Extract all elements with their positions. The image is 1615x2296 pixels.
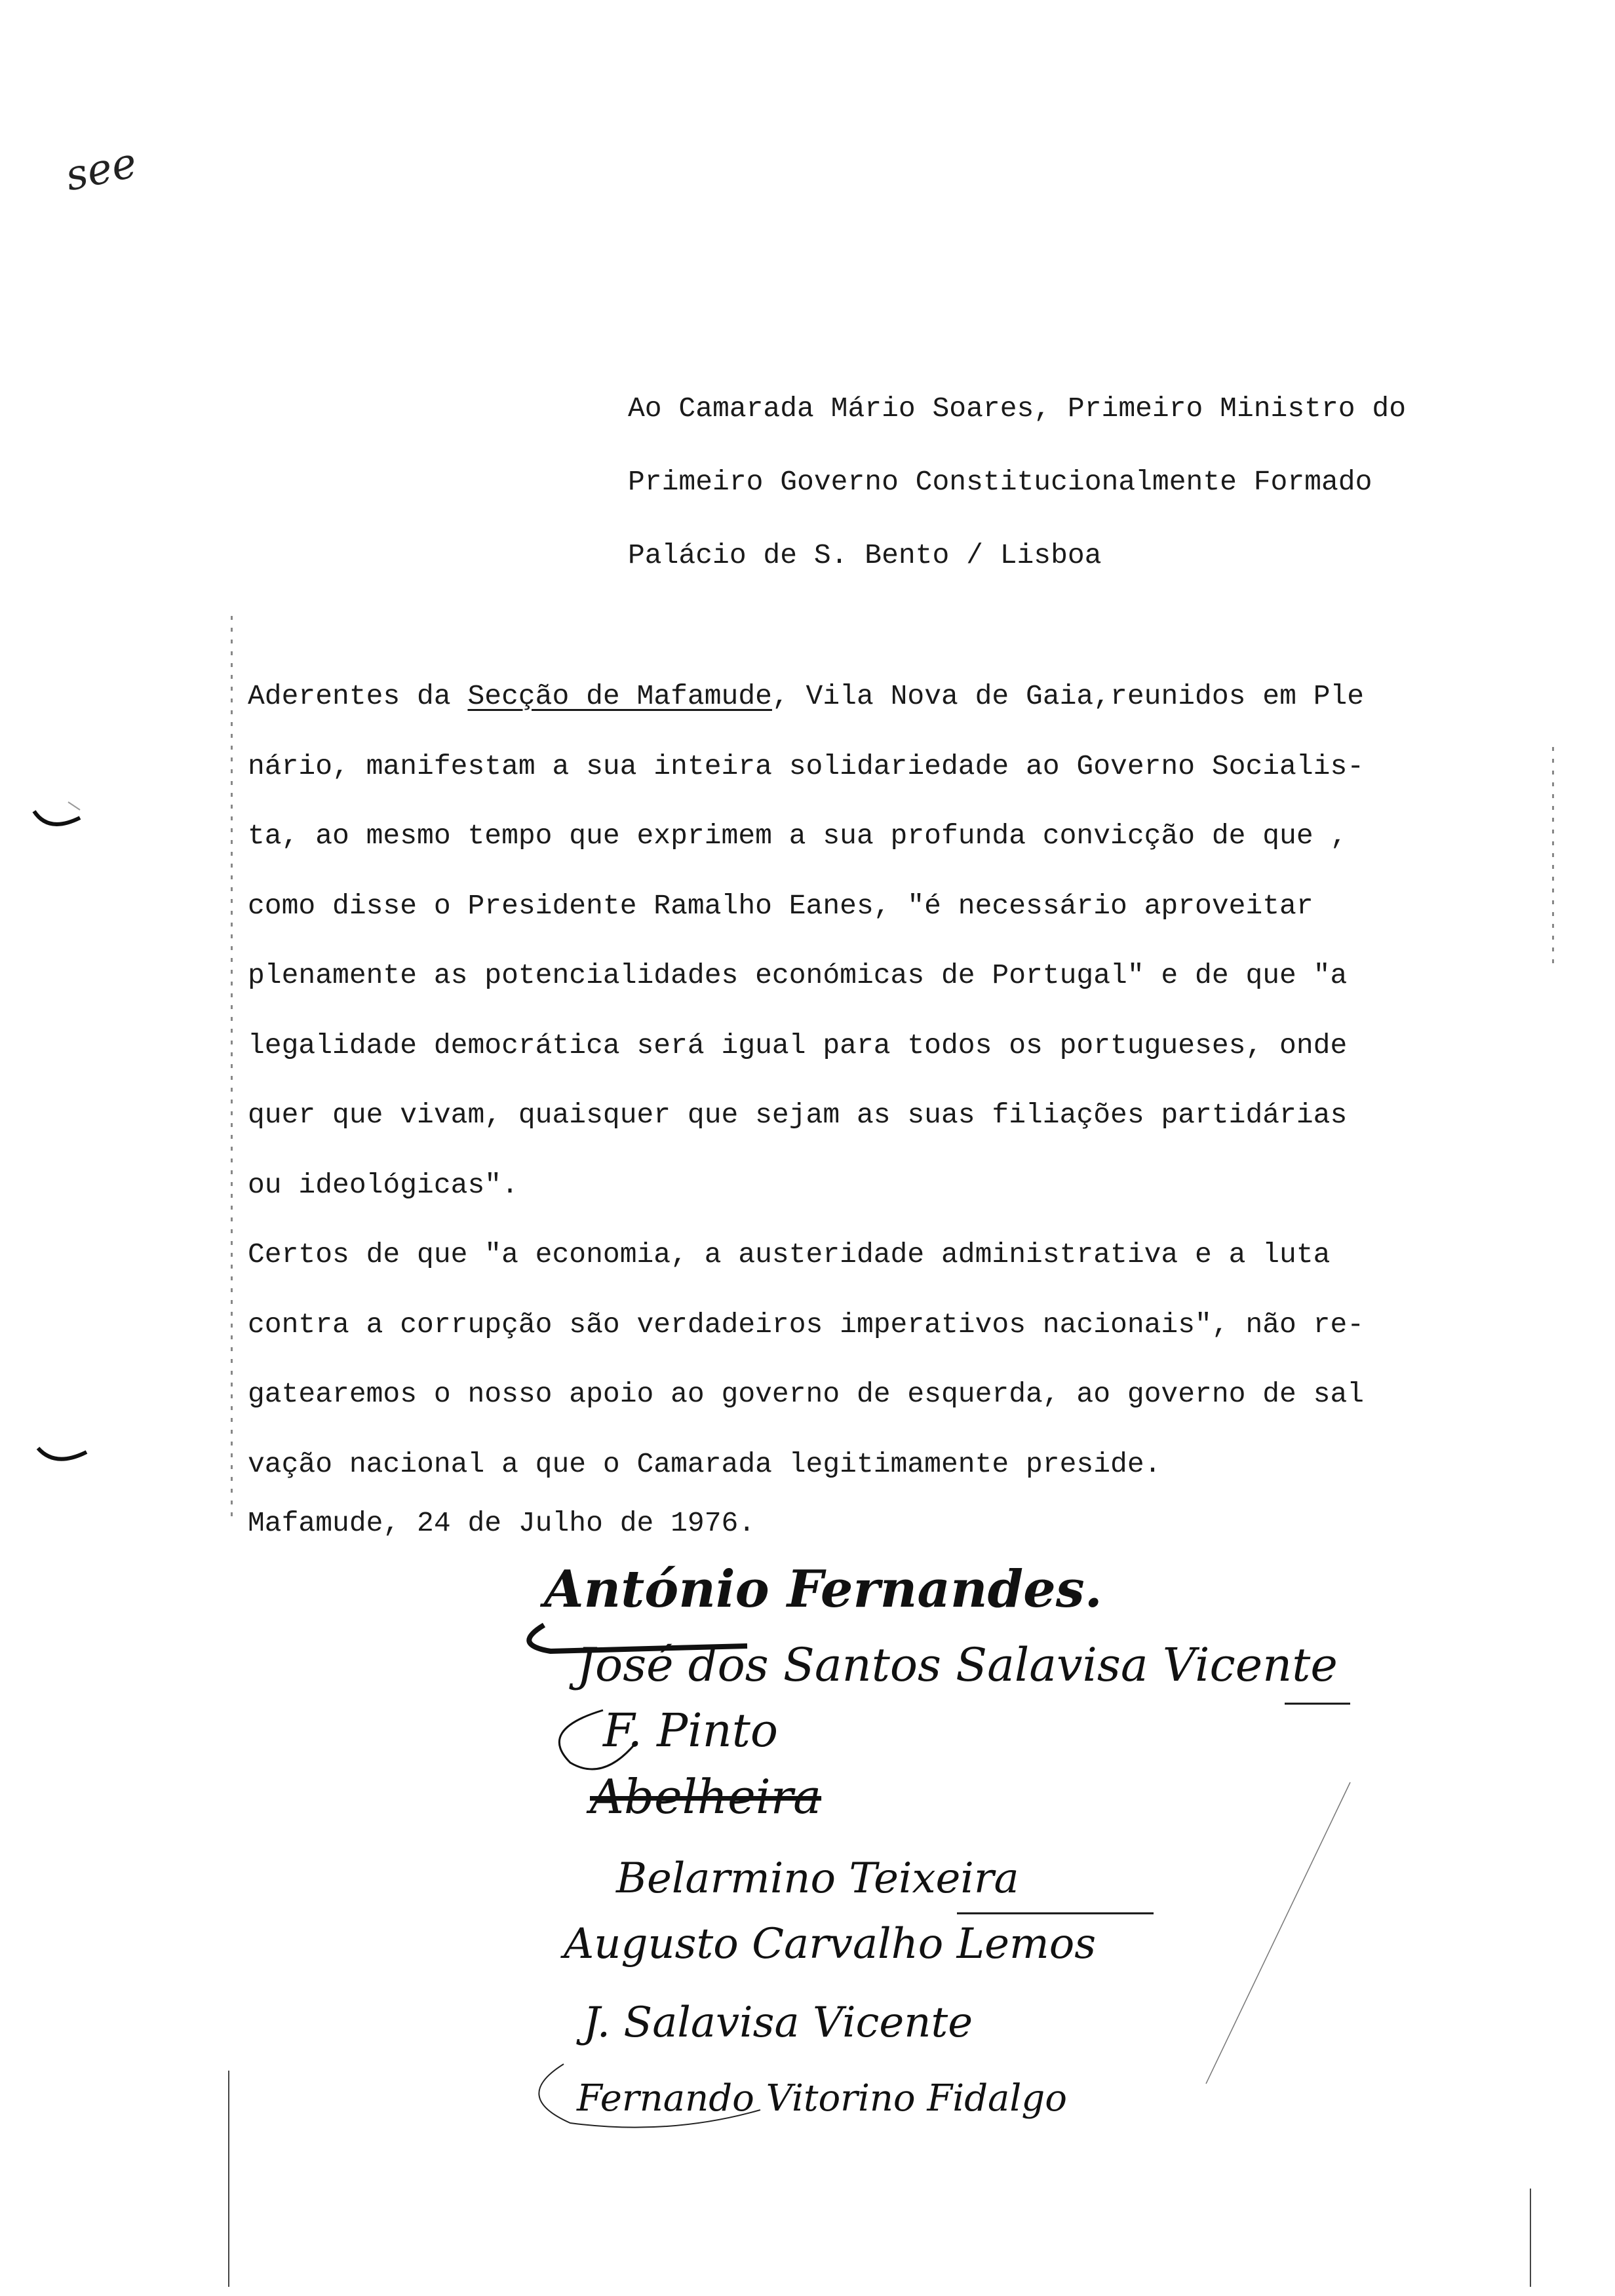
addressee-line: Ao Camarada Mário Soares, Primeiro Ministro do [628,392,1406,425]
letter-date: Mafamude, 24 de Julho de 1976. [248,1507,756,1539]
addressee-line: Palácio de S. Bento / Lisboa [628,539,1102,571]
body-line: como disse o Presidente Ramalho Eanes, "é necessário aproveitar [248,889,1313,922]
signature: Belarmino Teixeira [616,1854,1019,1903]
signature: Abelheira [590,1769,822,1824]
scan-edge-line [228,2071,229,2287]
body-line: vação nacional a que o Camarada legitimamente preside. [248,1447,1161,1480]
punch-mark-bottom-icon [33,1439,98,1478]
addressee-block [628,372,1406,592]
body-line: Aderentes da Secção de Mafamude, Vila Nova de Gaia,reunidos em Ple [248,680,1365,712]
signature: Fernando Vitorino Fidalgo [577,2077,1067,2120]
body-line: Certos de que "a economia, a austeridade administrativa e a luta [248,1238,1331,1271]
scan-edge-line [1530,2189,1531,2287]
signature: J. Salavisa Vicente [583,1999,973,2047]
signature: Augusto Carvalho Lemos [564,1920,1097,1968]
body-line: gatearemos o nosso apoio ao governo de esquerda, ao governo de sal [248,1378,1365,1410]
addressee-line: Primeiro Governo Constitucionalmente Formado [628,466,1372,498]
margin-dots-right [1552,747,1554,970]
body-line: quer que vivam, quaisquer que sejam as suas filiações partidárias [248,1099,1348,1131]
body-line: ta, ao mesmo tempo que exprimem a sua profunda convicção de que , [248,820,1348,852]
signature: F. Pinto [603,1704,779,1757]
punch-mark-top-icon [29,799,94,839]
body-line: nário, manifestam a sua inteira solidariedade ao Governo Socialis- [248,750,1365,782]
signature-flourish-icon [498,1546,1481,2175]
signature: António Fernandes. [544,1559,1102,1619]
body-line: legalidade democrática será igual para todos os portugueses, onde [248,1029,1348,1062]
signature: José dos Santos Salavisa Vicente [577,1638,1338,1692]
handwritten-annotation: see [61,138,142,201]
body-line: contra a corrupção são verdadeiros imperativos nacionais", não re- [248,1308,1365,1341]
body-line: ou ideológicas". [248,1168,518,1201]
margin-dots [231,616,233,1520]
body-line: plenamente as potencialidades económicas de Portugal" e de que "a [248,959,1348,991]
underlined-section-name: Secção de Mafamude [467,680,772,712]
letter-body [248,662,1552,1499]
